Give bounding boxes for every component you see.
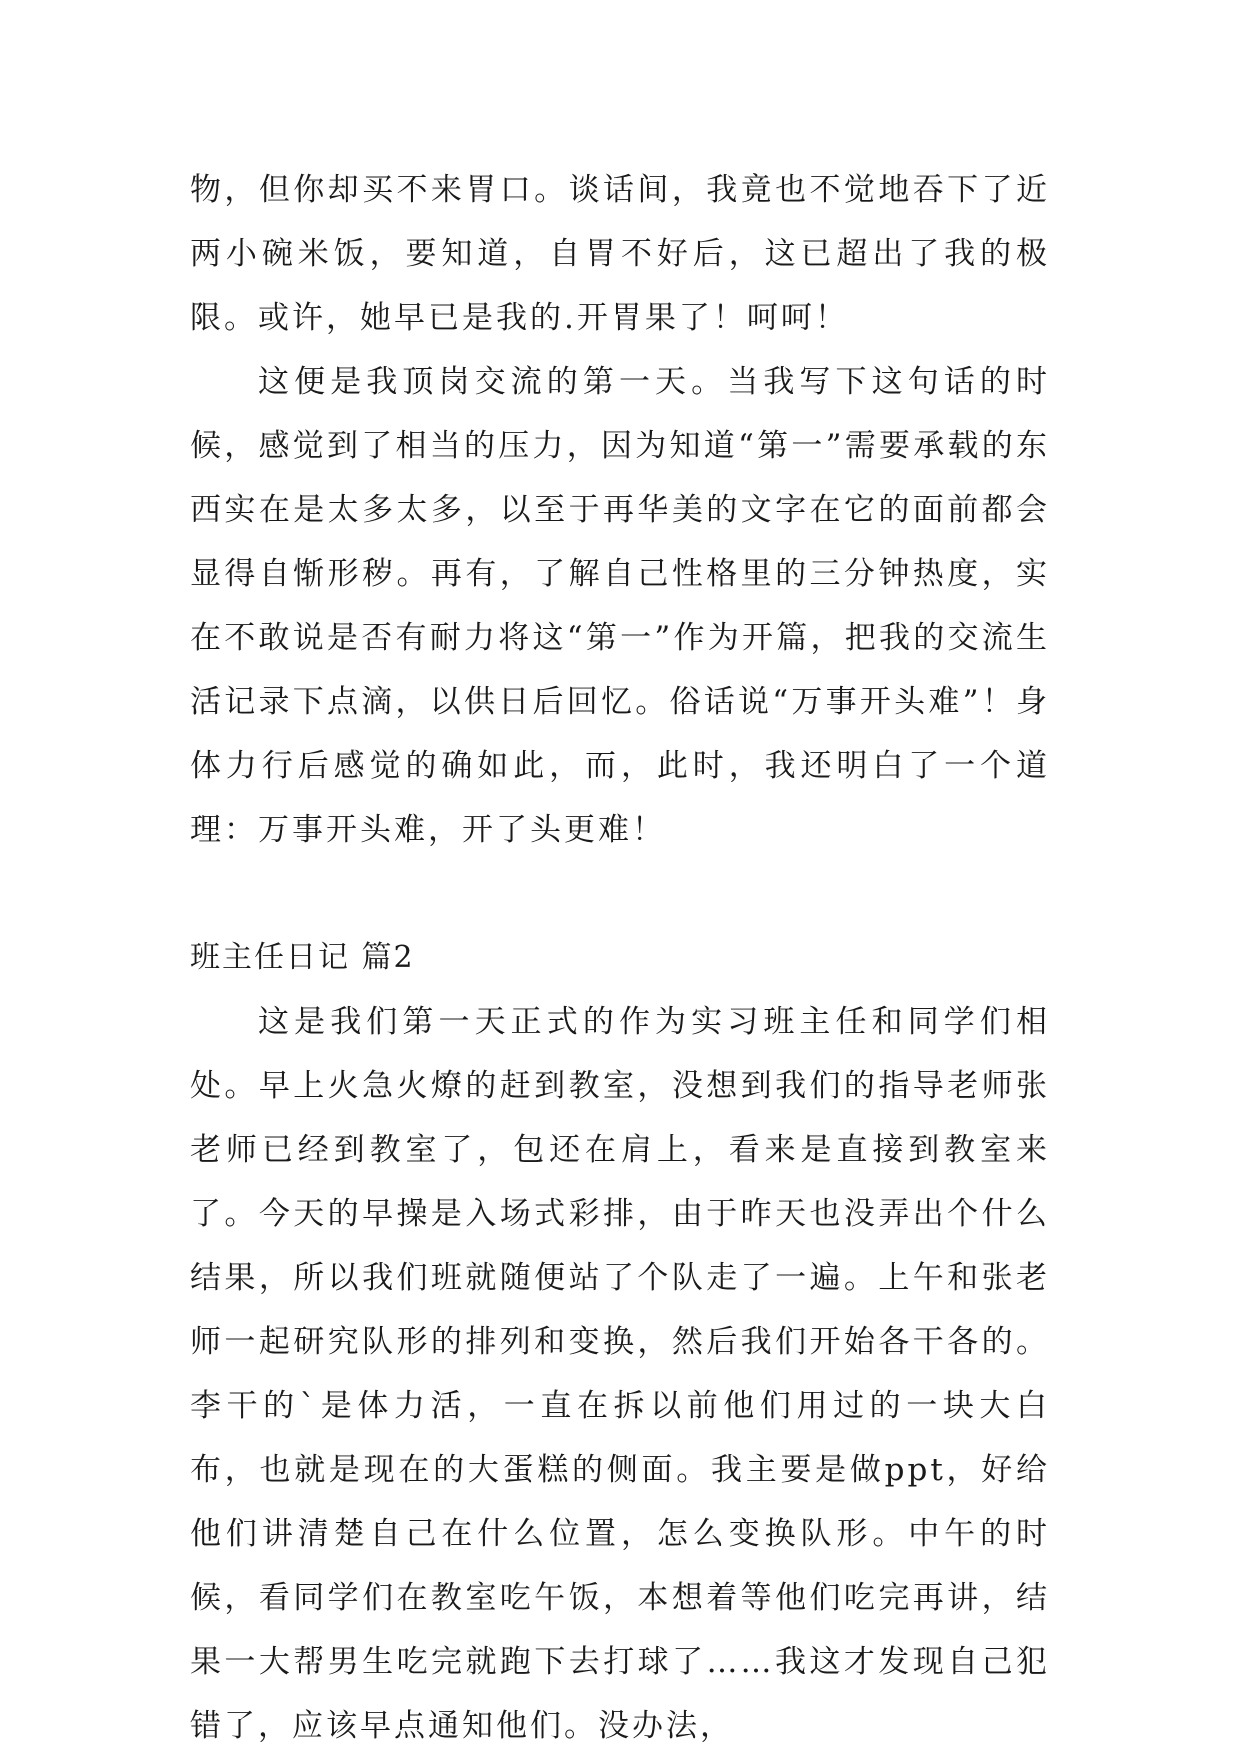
section-heading: 班主任日记 篇2 <box>190 940 415 975</box>
paragraph-diary-entry: 这是我们第一天正式的作为实习班主任和同学们相处。早上火急火燎的赶到教室，没想到我们的指导老师张老师已经到教室了，包还在肩上，看来是直接到教室来了。今天的早操是入场式彩排，由于昨天也没弄出个什么结果，所以我们班就随便站了个队走了一遍。上午和张老师一起研究队形的排列和变换，然后我们开始各干各的。李干的`是体力活，一直在拆以前他们用过的一块大白布，也就是现在的大蛋糕的侧面。我主要是做ppt，好给他们讲清楚自己在什么位置，怎么变换队形。中午的时候，看同学们在教室吃午饭，本想着等他们吃完再讲，结果一大帮男生吃完就跑下去打球了……我这才发现自己犯错了，应该早点通知他们。没办法， <box>190 1004 1050 1744</box>
paragraph-first-day: 这便是我顶岗交流的第一天。当我写下这句话的时候，感觉到了相当的压力，因为知道“第一”需要承载的东西实在是太多太多，以至于再华美的文字在它的面前都会显得自惭形秽。再有，了解自己性格里的三分钟热度，实在不敢说是否有耐力将这“第一”作为开篇，把我的交流生活记录下点滴，以供日后回忆。俗话说“万事开头难”！身体力行后感觉的确如此，而，此时，我还明白了一个道理：万事开头难，开了头更难！ <box>190 364 1050 848</box>
document-body <box>190 158 1050 1758</box>
paragraph-continuation: 物，但你却买不来胃口。谈话间，我竟也不觉地吞下了近两小碗米饭，要知道，自胃不好后，这已超出了我的极限。或许，她早已是我的.开胃果了！呵呵！ <box>190 172 1050 336</box>
